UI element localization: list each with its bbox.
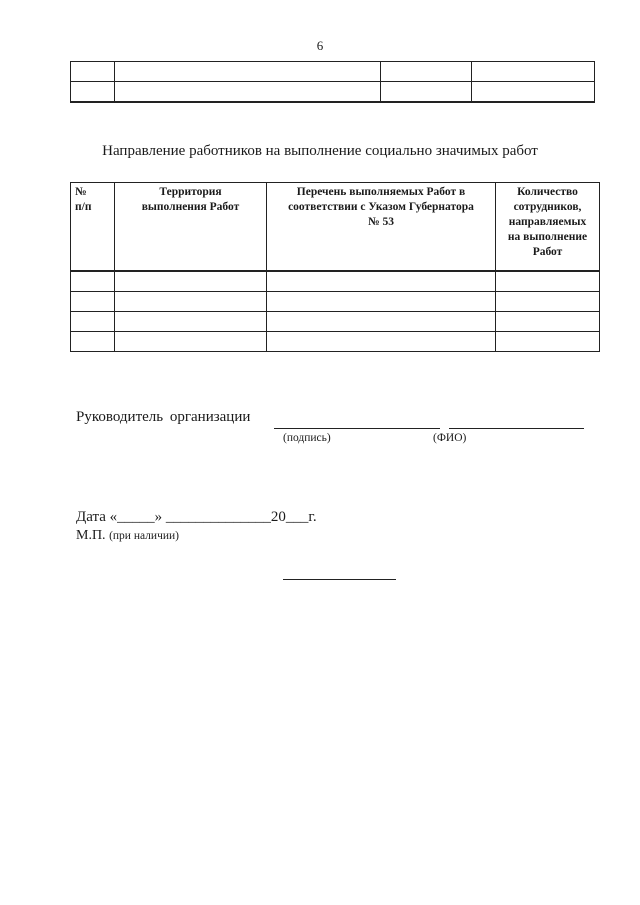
table-cell	[267, 271, 496, 292]
table-cell	[267, 292, 496, 312]
table-cell	[381, 62, 472, 82]
table-cell	[115, 82, 381, 103]
table-cell	[267, 332, 496, 352]
table-cell	[71, 292, 115, 312]
stamp-label: М.П.	[76, 528, 106, 543]
section-heading: Направление работников на выполнение социально значимых работ	[102, 143, 538, 159]
table-cell	[472, 62, 595, 82]
table-cell	[115, 62, 381, 82]
table-row	[71, 332, 600, 352]
table-cell	[115, 271, 267, 292]
header-territory	[115, 183, 267, 272]
header-number-label: № п/п	[75, 186, 92, 213]
table-cell	[267, 312, 496, 332]
table-cell	[381, 82, 472, 103]
table-cell	[71, 312, 115, 332]
table-cell	[71, 62, 115, 82]
table-row	[71, 82, 595, 103]
header-employee-count-label: Количество сотрудников, направляемых на выполнение Работ	[507, 186, 588, 258]
table-row	[71, 312, 600, 332]
table-cell	[71, 82, 115, 103]
workers-table	[70, 182, 600, 352]
end-divider	[283, 579, 396, 580]
date-line: Дата «_____» ______________20___г.	[76, 509, 317, 525]
header-works-list-label: Перечень выполняемых Работ в соответствии с Указом Губернатора № 53	[288, 186, 474, 228]
signature-label: Руководитель организации	[76, 409, 251, 425]
table-row	[71, 271, 600, 292]
top-table	[70, 61, 595, 103]
table-row	[71, 292, 600, 312]
stamp-note: (при наличии)	[109, 530, 180, 542]
header-number	[71, 183, 115, 272]
header-employee-count	[496, 183, 600, 272]
table-row	[71, 62, 595, 82]
table-cell	[71, 332, 115, 352]
table-header-row	[71, 183, 600, 272]
header-works-list	[267, 183, 496, 272]
page-number: 6	[316, 38, 324, 53]
table-cell	[115, 332, 267, 352]
table-cell	[496, 312, 600, 332]
signature-caption: (подпись)	[283, 432, 331, 444]
table-cell	[115, 312, 267, 332]
table-cell	[472, 82, 595, 103]
table-cell	[115, 292, 267, 312]
fio-line	[449, 428, 584, 429]
table-cell	[496, 332, 600, 352]
fio-caption: (ФИО)	[433, 432, 467, 444]
signature-line	[274, 428, 440, 429]
table-cell	[496, 292, 600, 312]
table-cell	[71, 271, 115, 292]
table-cell	[496, 271, 600, 292]
header-territory-label: Территория выполнения Работ	[141, 186, 240, 213]
stamp-row	[76, 528, 179, 544]
